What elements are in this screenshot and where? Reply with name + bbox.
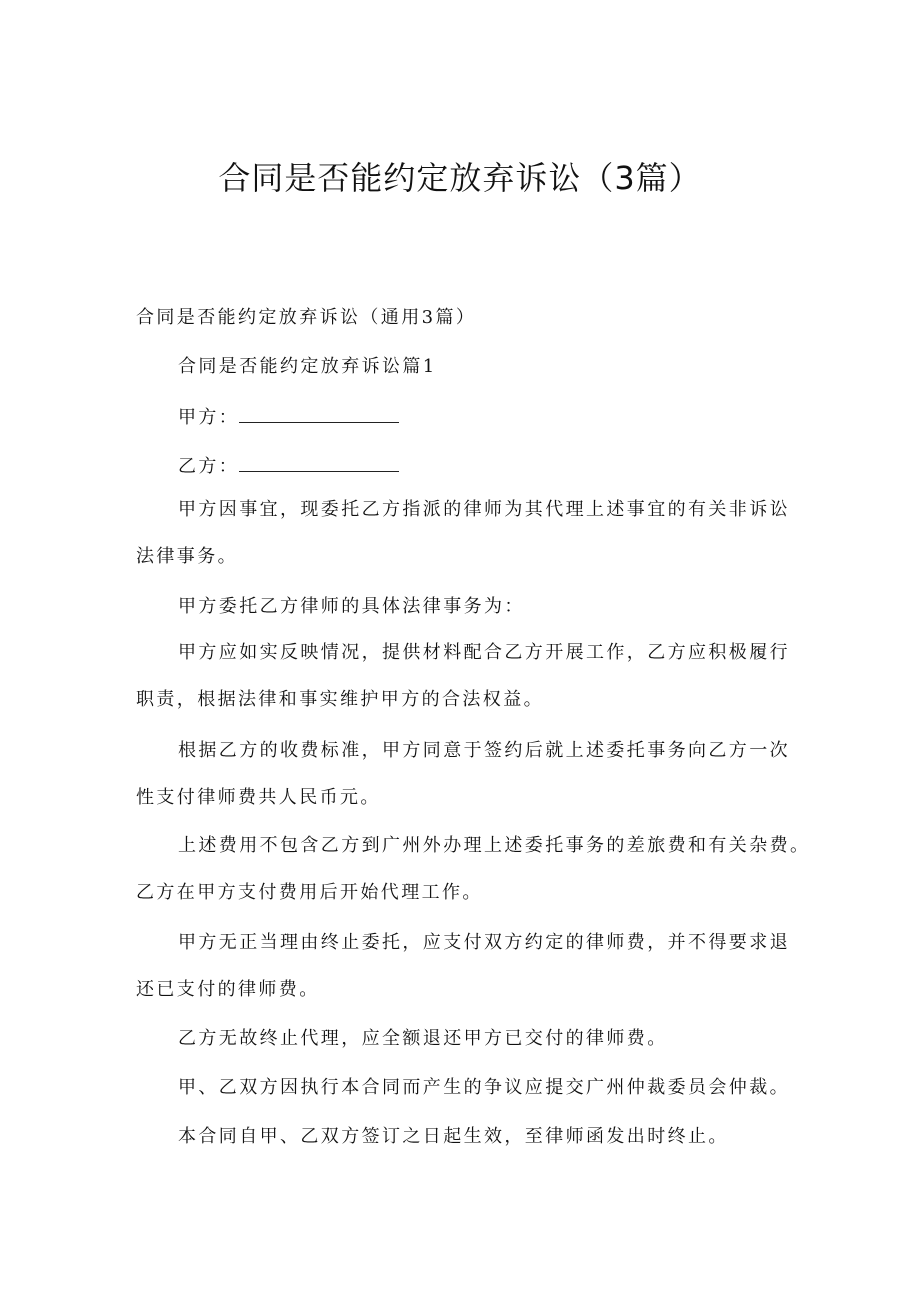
body-line: 乙方无故终止代理，应全额退还甲方已交付的律师费。 — [178, 1028, 668, 1049]
body-line: 甲方无正当理由终止委托，应支付双方约定的律师费，并不得要求退 — [178, 932, 790, 953]
party-b-blank — [239, 453, 399, 472]
body-line: 职责，根据法律和事实维护甲方的合法权益。 — [136, 689, 544, 710]
document-subtitle: 合同是否能约定放弃诉讼（通用3篇） — [136, 307, 477, 328]
party-a-line — [178, 404, 798, 430]
body-line: 甲方委托乙方律师的具体法律事务为： — [178, 596, 525, 617]
document-title: 合同是否能约定放弃诉讼（3篇） — [218, 159, 702, 197]
body-line: 本合同自甲、乙双方签订之日起生效，至律师函发出时终止。 — [178, 1126, 729, 1147]
body-line: 根据乙方的收费标准，甲方同意于签约后就上述委托事务向乙方一次 — [178, 740, 790, 761]
body-line: 性支付律师费共人民币元。 — [136, 787, 381, 808]
body-line: 甲方因事宜，现委托乙方指派的律师为其代理上述事宜的有关非诉讼 — [178, 499, 790, 520]
body-line: 甲方应如实反映情况，提供材料配合乙方开展工作，乙方应积极履行 — [178, 642, 790, 663]
section-heading: 合同是否能约定放弃诉讼篇1 — [178, 356, 437, 377]
body-line: 法律事务。 — [136, 546, 238, 567]
body-line: 甲、乙双方因执行本合同而产生的争议应提交广州仲裁委员会仲裁。 — [178, 1077, 790, 1098]
party-a-label: 甲方： — [178, 407, 240, 428]
party-b-label: 乙方： — [178, 456, 240, 477]
party-a-blank — [239, 404, 399, 423]
party-b-line — [178, 453, 798, 479]
body-line: 乙方在甲方支付费用后开始代理工作。 — [136, 882, 483, 903]
body-line: 上述费用不包含乙方到广州外办理上述委托事务的差旅费和有关杂费。 — [178, 835, 811, 856]
body-line: 还已支付的律师费。 — [136, 979, 320, 1000]
